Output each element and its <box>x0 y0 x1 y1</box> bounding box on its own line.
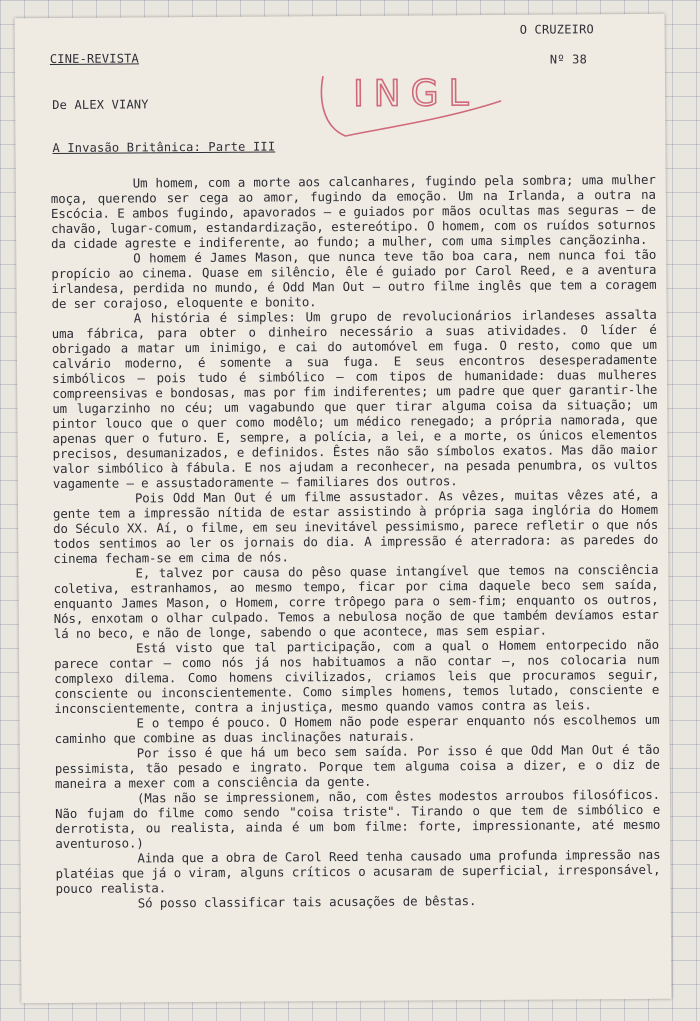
typewritten-page <box>15 14 672 1004</box>
paragraph: O homem é James Mason, que nunca teve tão boa cara, nem nunca foi tão propício ao cinema. Quase em silêncio, êle é guiado por Carol Reed, e a aventura irlandesa, perdida no mundo, é Odd Man Out — outro filme inglês que tem a coragem de ser corajoso, eloquente e bonito. <box>51 246 657 312</box>
paragraph: Pois Odd Man Out é um filme assustador. As vêzes, muitas vêzes até, a gente tem a impressão nítida de estar assistindo à própria saga inglória do Homem do Século XX. Aí, o filme, em seu inevitável pessimismo, parece refletir o que nós todos sentimos ao ler os jornais do dia. A impressão é aterradora: as paredes do cinema fecham-se em cima de nós. <box>52 486 659 567</box>
byline: De ALEX VIANY <box>52 97 149 113</box>
page-number: Nº 38 <box>549 52 588 67</box>
magazine-name: O CRUZEIRO <box>519 22 594 37</box>
paragraph: E, talvez por causa do pêso quase intangível que temos na consciência coletiva, estranhamos, ao mesmo tempo, ficar por cima daquele beco sem saída, enquanto James Mason, o Homem, corre trôpego para o sem-fim; enquanto os outros, Nós, enxotam o olhar culpado. Temos a nebulosa noção de que também devíamos estar lá no beco, e não de longe, sabendo o que acontece, mas sem espiar. <box>53 561 659 642</box>
article-title: A Invasão Britânica: Parte III <box>52 139 276 156</box>
paragraph: (Mas não se impressionem, não, com êstes modestos arroubos filosóficos. Não fujam do filme como sendo "coisa triste". Tirando o que tem de simbólico e derrotista, ou realista, ainda é um bom filme: forte, impressionante, até mesmo aventuroso.) <box>55 786 661 852</box>
paragraph: Está visto que tal participação, com a qual o Homem entorpecido não parece contar — como nós já nos habituamos a não contar —, nos colocaria num complexo dilema. Como homens civilizados, criamos leis que procuramos seguir, consciente ou inconscientemente. Como simples homens, temos lutado, consciente e inconscientemente, contra a injustiça, mesmo quando vamos contra as leis. <box>54 636 660 717</box>
handwritten-annotation <box>315 55 506 146</box>
paragraph: Ainda que a obra de Carol Reed tenha causado uma profunda impressão nas platéias que já o viram, alguns críticos o acusaram de superficial, irresponsável, pouco realista. <box>55 846 661 897</box>
handwritten-note-text: INGL <box>352 73 479 115</box>
paragraph: E o tempo é pouco. O Homem não pode esperar enquanto nós escolhemos um caminho que combine as duas inclinações naturais. <box>54 711 660 747</box>
article-body <box>51 172 661 911</box>
paragraph: A história é simples: Um grupo de revolucionários irlandeses assalta uma fábrica, para obter o dinheiro necessário a suas atividades. O líder é obrigado a matar um inimigo, e cai do automóvel em fuga. O resto, como que um calvário moderno, é somente a sua fuga. E seus encontros desesperadamente simbólicos — pois tudo é simbólico — com tipos de humanidade: duas mulheres compreensivas e bondosas, mas por fim indiferentes; um padre que quer garantir-lhe um lugarzinho no céu; um vagabundo que quer tirar alguma coisa da situação; um pintor louco que o quer como modêlo; um médico renegado; a própria namorada, que apenas quer o futuro. E, sempre, a polícia, a lei, e a morte, os únicos elementos precisos, desumanizados, e definidos. Êstes não são símbolos exatos. Mas dão maior valor simbólico à fábula. E nos ajudam a reconhecer, na pesada penumbra, os vultos vagamente — e assustadoramente — familiares dos outros. <box>51 306 658 492</box>
paragraph: Um homem, com a morte aos calcanhares, fugindo pela sombra; uma mulher moça, querendo ser cega ao amor, fugindo da emoção. Um na Irlanda, a outra na Escócia. E ambos fugindo, apavorados — e guiados por mãos ocultas mas seguras — de chavão, lugar-comum, estandardização, estereótipo. O homem, com os ruídos soturnos da cidade agreste e indiferente, ao fundo; a mulher, com uma simples cançãozinha. <box>50 171 657 252</box>
section-header: CINE-REVISTA <box>49 51 140 67</box>
paragraph: Por isso é que há um beco sem saída. Por isso é que Odd Man Out é tão pessimista, tão pesado e ingrato. Porque tem alguma coisa a dizer, e o diz de maneira a mexer com a consciência da gente. <box>54 741 660 792</box>
paragraph: Só posso classificar tais acusações de bêstas. <box>137 893 477 911</box>
